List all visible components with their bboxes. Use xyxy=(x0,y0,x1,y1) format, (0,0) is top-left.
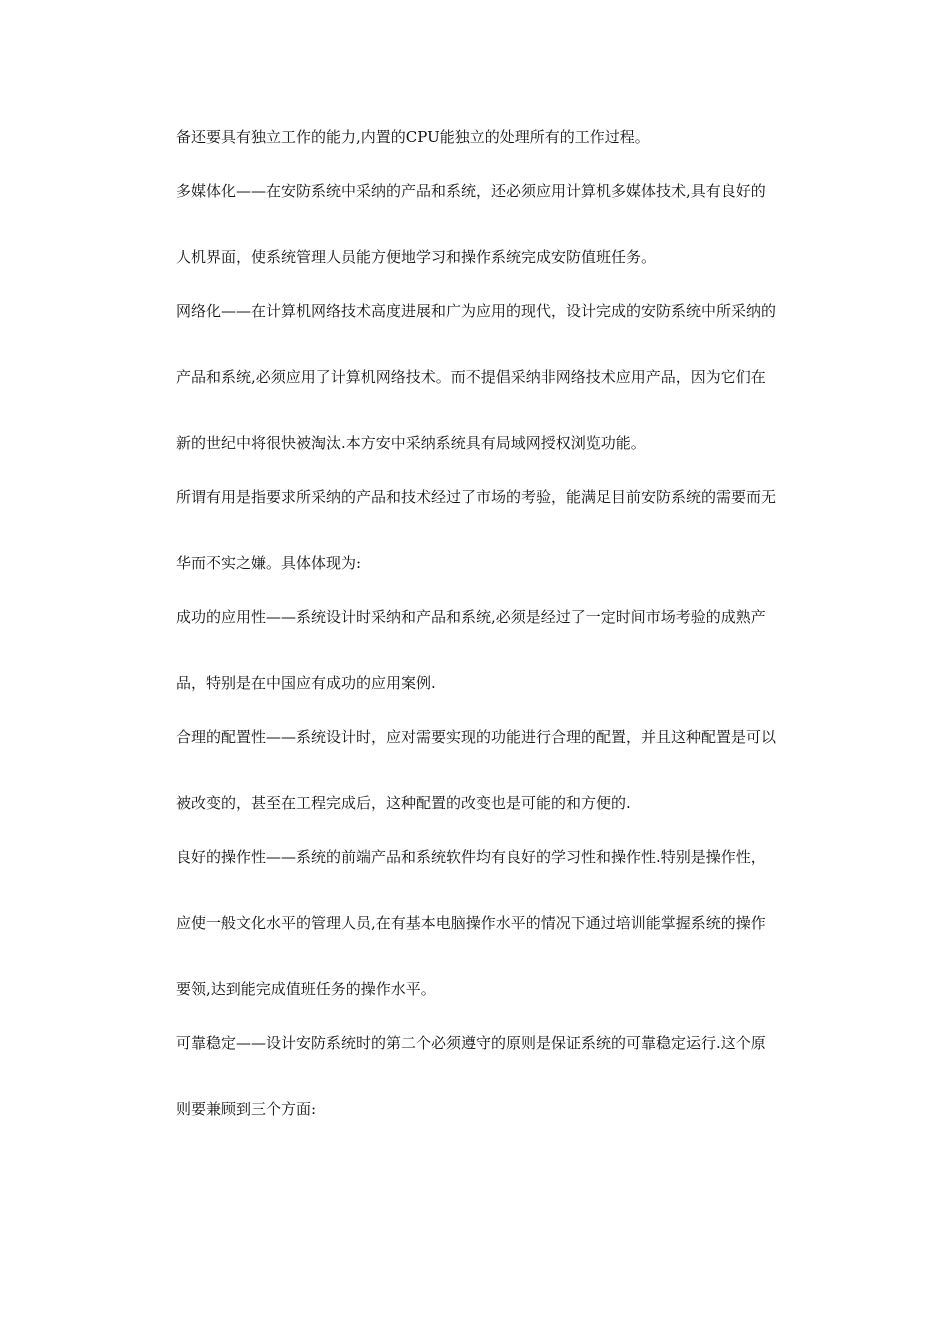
text-line: 应使一般文化水平的管理人员,在有基本电脑操作水平的情况下通过培训能掌握系统的操作 xyxy=(176,914,766,932)
text-line: 多媒体化——在安防系统中采纳的产品和系统，还必须应用计算机多媒体技术,具有良好的 xyxy=(176,182,766,200)
text-line: 华而不实之嫌。具体体现为: xyxy=(176,554,362,572)
text-line: 人机界面，使系统管理人员能方便地学习和操作系统完成安防值班任务。 xyxy=(176,248,657,266)
text-line: 要领,达到能完成值班任务的操作水平。 xyxy=(176,980,436,998)
text-line: 成功的应用性——系统设计时采纳和产品和系统,必须是经过了一定时间市场考验的成熟产 xyxy=(176,608,766,626)
text-line: 可靠稳定——设计安防系统时的第二个必须遵守的原则是保证系统的可靠稳定运行.这个原 xyxy=(176,1034,766,1052)
text-line: 被改变的，甚至在工程完成后，这种配置的改变也是可能的和方便的. xyxy=(176,794,631,812)
text-line: 新的世纪中将很快被淘汰.本方安中采纳系统具有局域网授权浏览功能。 xyxy=(176,434,646,452)
text-line: 网络化——在计算机网络技术高度进展和广为应用的现代，设计完成的安防系统中所采纳的 xyxy=(176,302,777,320)
text-line: 则要兼顾到三个方面: xyxy=(176,1100,317,1118)
text-line: 所谓有用是指要求所采纳的产品和技术经过了市场的考验，能满足目前安防系统的需要而无 xyxy=(176,488,777,506)
text-line: 合理的配置性——系统设计时，应对需要实现的功能进行合理的配置，并且这种配置是可以 xyxy=(176,728,777,746)
text-line: 良好的操作性——系统的前端产品和系统软件均有良好的学习性和操作性.特别是操作性， xyxy=(176,848,766,866)
text-line: 产品和系统,必须应用了计算机网络技术。而不提倡采纳非网络技术应用产品，因为它们在 xyxy=(176,368,766,386)
text-line: 品，特别是在中国应有成功的应用案例. xyxy=(176,674,436,692)
text-line: 备还要具有独立工作的能力,内置的CPU能独立的处理所有的工作过程。 xyxy=(176,128,650,146)
